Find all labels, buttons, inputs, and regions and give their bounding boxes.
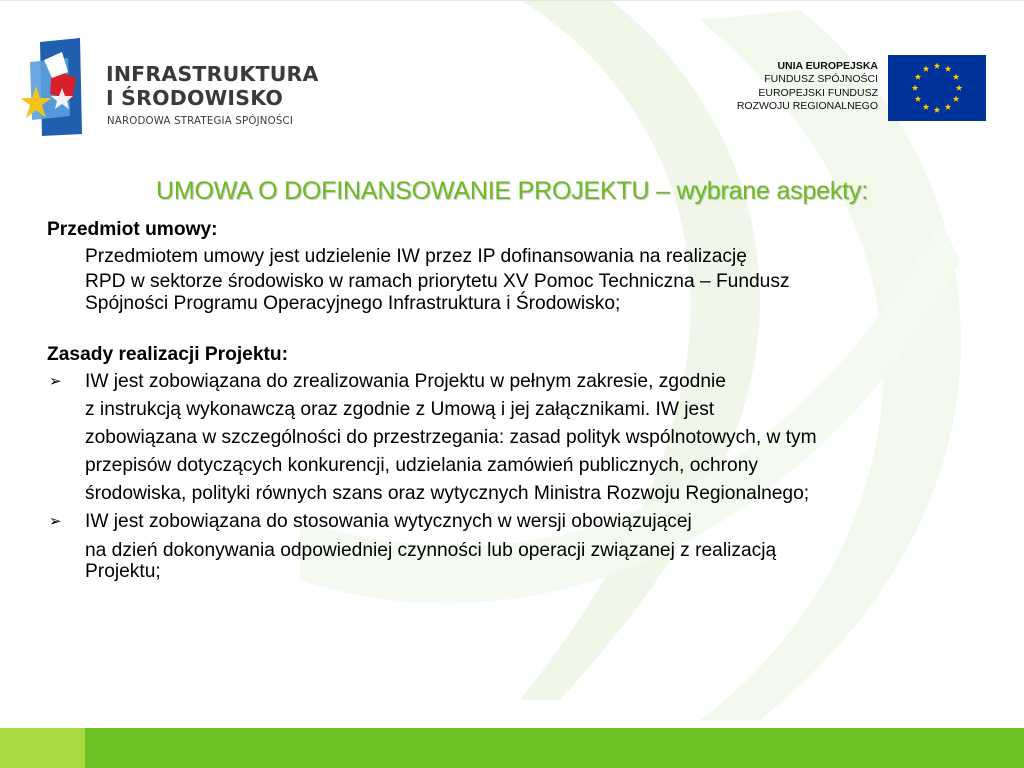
eu-fund-line: EUROPEJSKI FUNDUSZ [758, 86, 878, 99]
arrow-bullet-icon: ➢ [49, 373, 62, 390]
paragraph-line: RPD w sektorze środowisko w ramach priorytetu XV Pomoc Techniczna – Fundusz [85, 271, 790, 292]
paragraph-line: Przedmiotem umowy jest udzielenie IW przez IP dofinansowania na realizację [85, 246, 747, 267]
bullet-continuation: z instrukcją wykonawczą oraz zgodnie z Umową i jej załącznikami. IW jest [85, 399, 715, 420]
slide-title: UMOWA O DOFINANSOWANIE PROJEKTU – wybrane aspekty: [156, 177, 868, 205]
logo-text-infrastruktura: INFRASTRUKTURA [106, 62, 319, 86]
section-heading-przedmiot: Przedmiot umowy: [47, 219, 218, 240]
bullet-continuation: Projektu; [85, 561, 161, 582]
bullet-continuation: przepisów dotyczących konkurencji, udzielania zamówień publicznych, ochrony [85, 455, 758, 476]
star-flag-logo-icon [22, 38, 86, 136]
bullet-item [47, 368, 987, 396]
eu-title: UNIA EUROPEJSKA [777, 60, 878, 72]
footer-bar [0, 728, 1024, 768]
bullet-text: IW jest zobowiązana do stosowania wytycznych w wersji obowiązującej [85, 511, 692, 532]
slide-content [47, 216, 987, 584]
arrow-bullet-icon: ➢ [49, 513, 62, 530]
spacer [47, 315, 987, 341]
eu-funding-text [737, 60, 878, 113]
eu-flag-icon [888, 55, 986, 121]
bullet-continuation: na dzień dokonywania odpowiedniej czynności lub operacji związanej z realizacją [85, 540, 777, 561]
top-border-line [0, 0, 1024, 1]
section-heading-zasady: Zasady realizacji Projektu: [47, 344, 289, 365]
logo-text-srodowisko: I ŚRODOWISKO [106, 86, 283, 110]
eu-fund-line: ROZWOJU REGIONALNEGO [736, 99, 878, 112]
bullet-continuation: zobowiązana w szczególności do przestrzegania: zasad polityk wspólnotowych, w tym [85, 427, 817, 448]
paragraph-line: Spójności Programu Operacyjnego Infrastruktura i Środowisko; [85, 293, 621, 314]
bullet-continuation: środowiska, polityki równych szans oraz wytycznych Ministra Rozwoju Regionalnego; [85, 483, 810, 504]
logo-text-strategia: NARODOWA STRATEGIA SPÓJNOŚCI [107, 116, 294, 127]
eu-fund-line: FUNDUSZ SPÓJNOŚCI [764, 73, 878, 86]
infrastruktura-logo [22, 38, 342, 138]
bullet-item [47, 508, 987, 536]
footer-bar-accent [0, 728, 85, 768]
bullet-text: IW jest zobowiązana do zrealizowania Projektu w pełnym zakresie, zgodnie [85, 371, 726, 392]
